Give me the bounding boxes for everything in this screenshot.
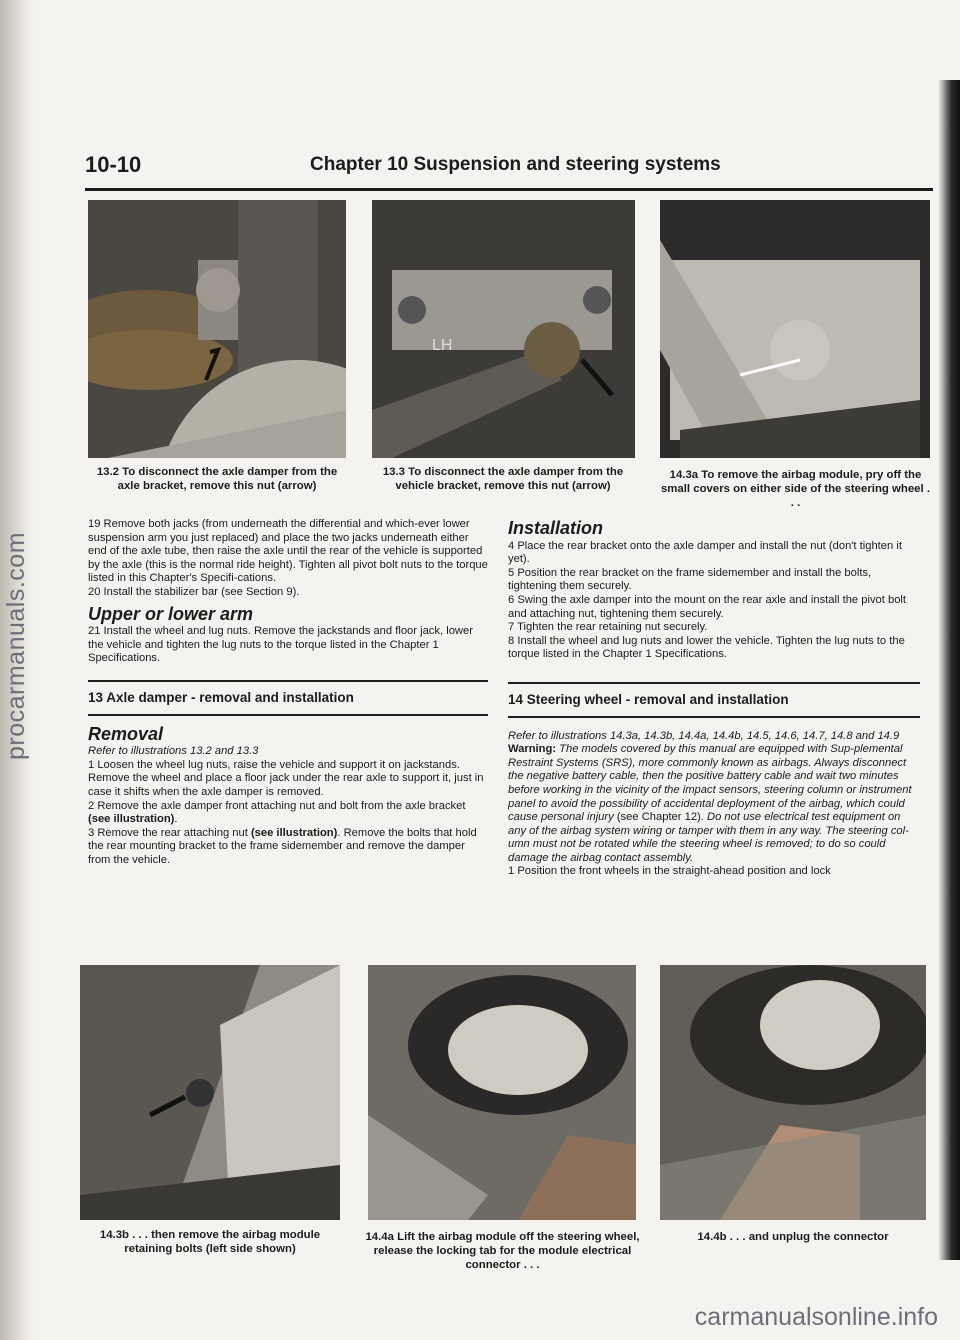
photo-14-3a xyxy=(660,200,930,458)
watermark-bottom: carmanualsonline.info xyxy=(694,1303,938,1331)
caption-14-4a: 14.4a Lift the airbag module off the steering wheel, release the locking tab for the module electrical connector . . . xyxy=(365,1231,640,1271)
caption-13-2: 13.2 To disconnect the axle damper from the axle bracket, remove this nut (arrow) xyxy=(96,466,338,492)
photo-label-lh: LH xyxy=(432,337,453,354)
caption-13-3: 13.3 To disconnect the axle damper from the vehicle bracket, remove this nut (arrow) xyxy=(382,466,624,492)
left-column xyxy=(88,518,488,867)
paragraph-5-install: 5 Position the rear bracket on the frame sidemember and install the bolts, tightening them securely. xyxy=(508,566,872,593)
paragraph-1-removal: 1 Loosen the wheel lug nuts, raise the vehicle and support it on jackstands. Remove the wheel and place a floor jack under the rear axle to support it, just in case it shifts when the axle damper is removed. xyxy=(88,758,484,798)
caption-14-3a: 14.3a To remove the airbag module, pry off the small covers on either side of the steering wheel . . . xyxy=(660,469,931,509)
reference-13: Refer to illustrations 13.2 and 13.3 xyxy=(88,745,259,758)
caption-14-3b: 14.3b . . . then remove the airbag module retaining bolts (left side shown) xyxy=(99,1229,321,1255)
section-heading-14: 14 Steering wheel - removal and installation xyxy=(508,682,920,718)
caption-14-4b: 14.4b . . . and unplug the connector xyxy=(697,1231,889,1243)
photo-14-4b xyxy=(660,965,926,1220)
heading-removal: Removal xyxy=(88,723,164,744)
photo-13-2 xyxy=(88,200,346,458)
paragraph-6-install: 6 Swing the axle damper into the mount on the rear axle and install the pivot bolt and attaching nut, tightening them securely. xyxy=(508,593,907,620)
photo-14-4a xyxy=(368,965,636,1220)
see-illustration-ref: (see illustration) xyxy=(88,813,175,826)
paragraph-7-install: 7 Tighten the rear retaining nut securely. xyxy=(508,621,708,634)
warning-paragraph: Warning: The models covered by this manual are equipped with Sup-plemental Restraint Systems (SRS), more commonly known as airbags. Always disconnect the negative battery cable, then the positive battery cable and wait two minutes before working in the vicinity of the impact sensors, steering column or instrument panel to avoid the possibility of accidental deployment of the airbag, which could cause personal injury (see Chapter 12). Do not use electrical test equipment on any of the airbag system wiring or tamper with them in any way. The steering col-umn must not be rotated while the steering wheel is removed; to do so could damage the airbag contact assembly. xyxy=(508,743,912,864)
paragraph-20: 20 Install the stabilizer bar (see Section 9). xyxy=(88,585,300,598)
page-header xyxy=(85,152,933,191)
right-column xyxy=(508,518,920,879)
page-edge-shadow xyxy=(938,80,960,1260)
paragraph-3-removal: 3 Remove the rear attaching nut (see illustration). Remove the bolts that hold the rear mounting bracket to the frame sidemember and remove the damper from the vehicle. xyxy=(88,826,477,866)
paragraph-2-removal: 2 Remove the axle damper front attaching nut and bolt from the axle bracket (see illustration). xyxy=(88,799,466,826)
paragraph-19: 19 Remove both jacks (from underneath the differential and which-ever lower suspension arm you just replaced) and place the two jacks underneath either end of the axle tube, then raise the axle until the rear of the vehicle is supported by the axle (this is the normal ride height). Tighten all pivot bolt nuts to the torque listed in this Chapter's Specifi-cations. xyxy=(88,518,488,585)
heading-installation: Installation xyxy=(508,518,604,538)
watermark-left: procarmanuals.com xyxy=(2,531,30,760)
section-heading-13: 13 Axle damper - removal and installation xyxy=(88,680,488,716)
warning-label: Warning: xyxy=(508,743,557,756)
page-number: 10-10 xyxy=(85,152,142,177)
photo-13-3 xyxy=(372,200,635,458)
heading-upper-lower-arm: Upper or lower arm xyxy=(88,603,254,624)
paragraph-4-install: 4 Place the rear bracket onto the axle damper and install the nut (don't tighten it yet). xyxy=(508,539,902,566)
paragraph-1-steering: 1 Position the front wheels in the straight-ahead position and lock xyxy=(508,865,831,878)
reference-14: Refer to illustrations 14.3a, 14.3b, 14.4a, 14.4b, 14.5, 14.6, 14.7, 14.8 and 14.9 xyxy=(508,729,900,742)
see-illustration-ref: (see illustration) xyxy=(250,826,338,839)
chapter-title: Chapter 10 Suspension and steering systems xyxy=(310,154,721,175)
paragraph-21: 21 Install the wheel and lug nuts. Remove the jackstands and floor jack, lower the vehicle and tighten the lug nuts to the torque listed in the Chapter 1 Specifications. xyxy=(88,625,473,665)
paragraph-8-install: 8 Install the wheel and lug nuts and lower the vehicle. Tighten the lug nuts to the torque listed in the Chapter 1 Specifications. xyxy=(508,634,905,661)
photo-14-3b xyxy=(80,965,340,1220)
